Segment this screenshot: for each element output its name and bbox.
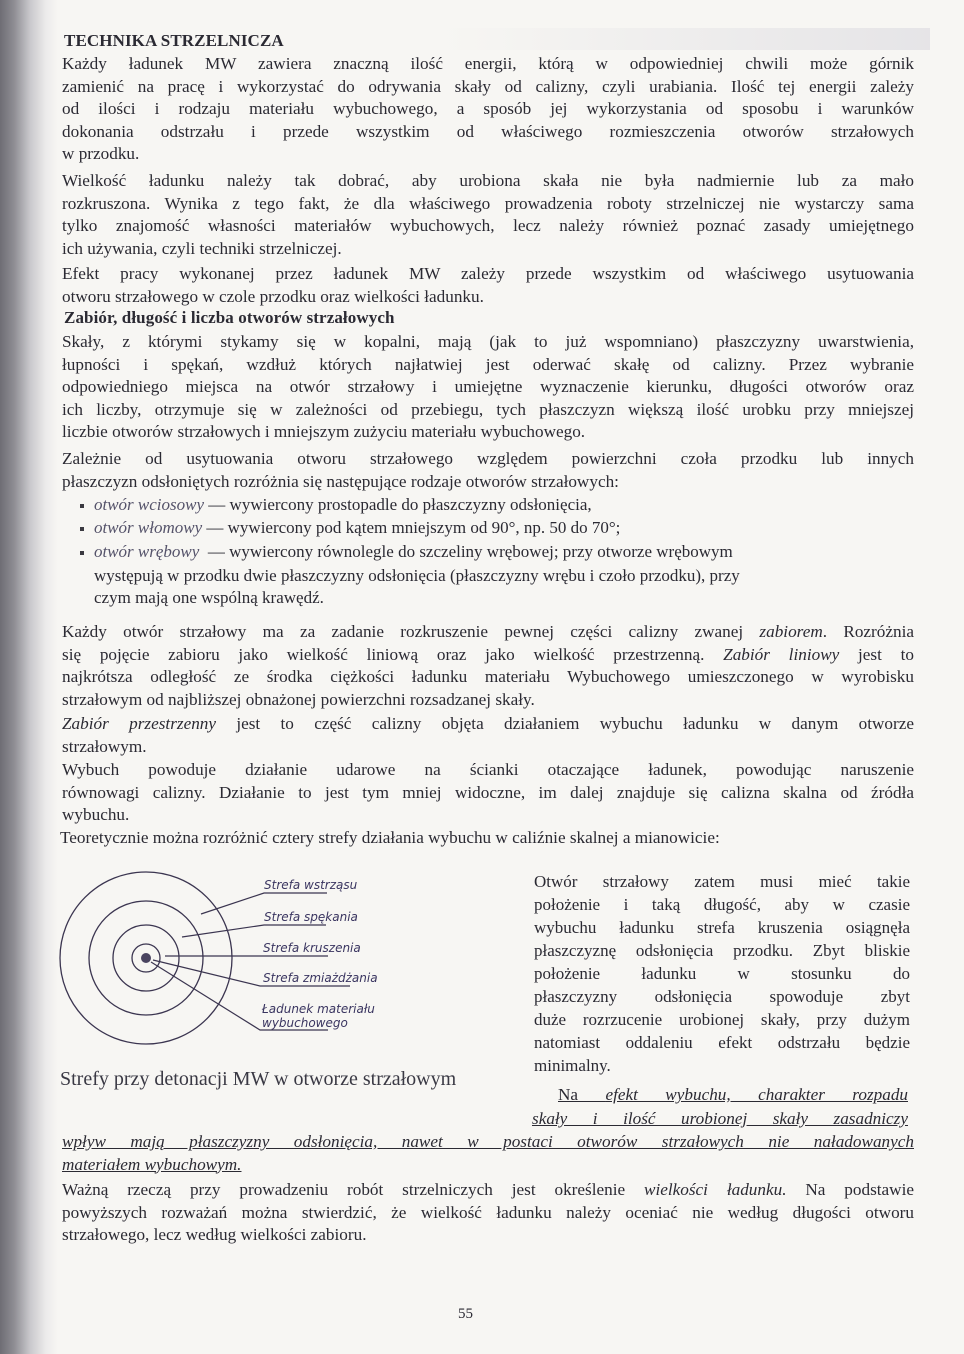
figure-caption: Strefy przy detonacji MW w otworze strzałowym <box>60 1068 457 1090</box>
text-line: od ilości i rodzaju materiału wybuchowego, a sposób jej wykorzystania od sposobu i warunków <box>62 99 914 119</box>
underlined-note-rest <box>62 1131 914 1176</box>
bullet-icon <box>80 527 84 531</box>
bullet-icon <box>80 504 84 508</box>
italic-term: Zabiór przestrzenny <box>62 714 217 733</box>
italic-term: wielkości ładunku. <box>643 1180 787 1199</box>
list-continuation: występują w przodku dwie płaszczyzny odsłonięcia (płaszczyzny wrębu i czoło przodku), przy <box>94 566 740 585</box>
blast-zones-diagram <box>50 860 520 1060</box>
text-line: ich liczby, otrzymuje się w zależności od przebiegu, tych płaszczyzn większą ilość urobku przy mniejszej <box>62 399 914 419</box>
text-line: zamienić na pracę i wykorzystać do odrywania skały od calizny, czyli urabiania. Ilość tej energii zależy <box>62 76 914 96</box>
leader-line <box>182 925 326 937</box>
text-span: jest to część calizny objęta działaniem wybuchu ładunku w danym otworze <box>216 714 914 733</box>
text-line <box>62 713 914 736</box>
paragraph-9 <box>60 827 912 850</box>
text-line: minimalny. <box>534 1056 611 1075</box>
list-text: — wywiercony pod kątem mniejszym od 90°, np. 50 do 70°; <box>202 518 621 537</box>
paragraph-7 <box>62 713 914 758</box>
list-term: otwór wciosowy <box>94 495 205 514</box>
text-line: Wybuch powoduje działanie udarowe na ścianki otaczające ładunek, powodując naruszenie <box>62 760 914 779</box>
italic-text: efekt wybuchu, charakter rozpadu <box>605 1085 908 1104</box>
text-line <box>62 644 914 667</box>
text-line: skały i ilość urobionej skały zasadniczy <box>532 1109 908 1128</box>
text-line: płaszczyzny odsłonięcia spowoduje zbyt <box>534 987 910 1006</box>
text-line: dokonania odstrzału i przede wszystkim od właściwego rozmieszczenia otworów strzałowych <box>62 121 914 141</box>
underlined-note-line <box>532 1108 908 1131</box>
list-item <box>80 517 620 540</box>
text-line: tylko znajomość własności materiałów wybuchowych, lecz należy również poznać zasady umiejętnego <box>62 216 914 236</box>
text-line: Każdy ładunek MW zawiera znaczną ilość energii, którą w odpowiedniej chwili może górnik <box>62 54 914 73</box>
text-line: strzałowym. <box>62 736 147 756</box>
text-line: strzałowego, lecz według wielkości zabioru. <box>62 1225 367 1245</box>
text-line: położenie ładunku w stosunku do <box>534 964 910 983</box>
text-line: płaszczyzn odsłoniętych rozróżnia się następujące rodzaje otworów strzałowych: <box>62 471 619 491</box>
text-line: ich używania, czyli techniki strzelniczej. <box>62 238 342 258</box>
text-line: łupności i spękań, wzdłuż których najłatwiej jest oderwać skałę od calizny. Przez wybranie <box>62 354 914 374</box>
text-span: Ważną rzeczą przy prowadzeniu robót strzelniczych jest określenie <box>62 1180 644 1199</box>
text-line: położenie i taką długość, aby w czasie <box>534 895 910 914</box>
text-line <box>558 1084 908 1107</box>
text-line: otworu strzałowego w czole przodku oraz wielkości ładunku. <box>62 286 484 306</box>
italic-term: Zabiór liniowy <box>723 644 840 664</box>
text-line: Skały, z którymi stykamy się w kopalni, mają (jak to już wspomniano) płaszczyzny uwarstwienia, <box>62 332 914 351</box>
text-line: materiałem wybuchowym. <box>62 1154 242 1174</box>
text-line: wybuchu. <box>62 805 130 825</box>
zone-label: wybuchowego <box>262 1016 348 1030</box>
text-line: równowagi calizny. Działanie to jest tym mniej widoczne, im dalej znajduje się calizna skalna od źródła <box>62 782 914 802</box>
text-line: duże rozrzucenie urobionej skały, przy dużym <box>534 1010 910 1029</box>
text-line: Efekt pracy wykonanej przez ładunek MW zależy przede wszystkim od właściwego usytuowania <box>62 264 914 283</box>
paragraph-3 <box>62 263 914 308</box>
text-span: Na podstawie <box>786 1180 914 1199</box>
text-line: strzałowym od najbliższej obnażonej powierzchni rozsadzanej skały. <box>62 689 535 709</box>
text-span: jest to <box>839 644 914 664</box>
text-line <box>62 621 914 644</box>
text-line: liczbie otworów strzałowych i mniejszym zużyciu materiału wybuchowego. <box>62 422 586 442</box>
underlined-note-start <box>558 1084 908 1107</box>
page-number: 55 <box>458 1306 473 1322</box>
text-line: odpowiedniego miejsca na otwór strzałowy i umiejętne wyznaczenie kierunku, długości otworów oraz <box>62 377 914 397</box>
paragraph-5 <box>62 448 914 493</box>
section-title: TECHNIKA STRZELNICZA <box>64 31 284 50</box>
text-span: . Rozróżnia <box>822 622 914 641</box>
zone-label: Strefa spękania <box>264 910 358 924</box>
list-continuation: czym mają one wspólną krawędź. <box>94 588 324 607</box>
zone-label: Strefa zmiażdżania <box>263 971 378 985</box>
paragraph-1 <box>62 53 914 166</box>
text-line: Zależnie od usytuowania otworu strzałowego względem powierzchni czoła przodku lub innych <box>62 449 914 468</box>
text-span: się pojęcie zabioru jako wielkość liniową oraz jako wielkość przestrzenną. <box>62 644 724 664</box>
text-line: rozkruszona. Wynika z tego fakt, że dla właściwego prowadzenia roboty strzelniczej nie wystarczy sama <box>62 193 914 213</box>
italic-term: zabiorem <box>759 622 823 641</box>
paragraph-10 <box>62 1179 914 1247</box>
text-span: Każdy otwór strzałowy ma za zadanie rozkruszenie pewnej części calizny zwanej <box>62 622 760 641</box>
zone-label: Strefa kruszenia <box>263 941 361 955</box>
text-line <box>62 1179 914 1202</box>
text-line: Wielkość ładunku należy tak dobrać, aby urobiona skała nie była nadmiernie lub za mało <box>62 171 914 190</box>
list-text: — wywiercony równolegle do szczeliny wrębowej; przy otworze wrębowym <box>199 542 733 561</box>
bleed-through-shade <box>440 28 930 50</box>
paragraph-8 <box>62 759 914 827</box>
charge-dot <box>141 953 151 963</box>
text-line: Teoretycznie można rozróżnić cztery strefy działania wybuchu w caliźnie skalnej a mianowicie: <box>60 828 720 847</box>
text-span: Na <box>558 1085 606 1104</box>
paragraph-2 <box>62 170 914 260</box>
list-text: — wywiercony prostopadle do płaszczyzny odsłonięcia, <box>204 495 592 514</box>
list-item <box>80 494 592 517</box>
bullet-icon <box>80 551 84 555</box>
text-line: Otwór strzałowy zatem musi mieć takie <box>534 872 910 891</box>
list-item <box>80 541 733 564</box>
text-line: natomiast oddaleniu efekt odstrzału będzie <box>534 1033 910 1052</box>
zone-label: Ładunek materiału <box>262 1002 375 1016</box>
list-term: otwór włomowy <box>94 518 203 537</box>
text-line: płaszczyznę odsłonięcia przodku. Zbyt bliskie <box>534 941 910 960</box>
subheading: Zabiór, długość i liczba otworów strzałowych <box>64 308 395 327</box>
paragraph-4 <box>62 331 914 444</box>
book-binding-shadow <box>0 0 58 1354</box>
side-paragraph <box>534 870 910 1077</box>
zone-label: Strefa wstrząsu <box>264 878 358 892</box>
text-line: wpływ mają płaszczyzny odsłonięcia, nawet w postaci otworów strzałowych nie naładowanych <box>62 1132 914 1151</box>
text-line: wybuchu ładunku strefa kruszenia osiągnęła <box>534 918 910 937</box>
text-line: najkrótsza odległość ze środka ciężkości ładunku materiału Wybuchowego umieszczonego w wyrobisku <box>62 667 914 687</box>
text-line: powyższych rozważań można stwierdzić, że wielkość ładunku należy oceniać nie według długości otworu <box>62 1202 914 1222</box>
paragraph-6 <box>62 621 914 711</box>
list-term: otwór wrębowy <box>94 542 200 561</box>
text-line: w przodku. <box>62 144 140 164</box>
